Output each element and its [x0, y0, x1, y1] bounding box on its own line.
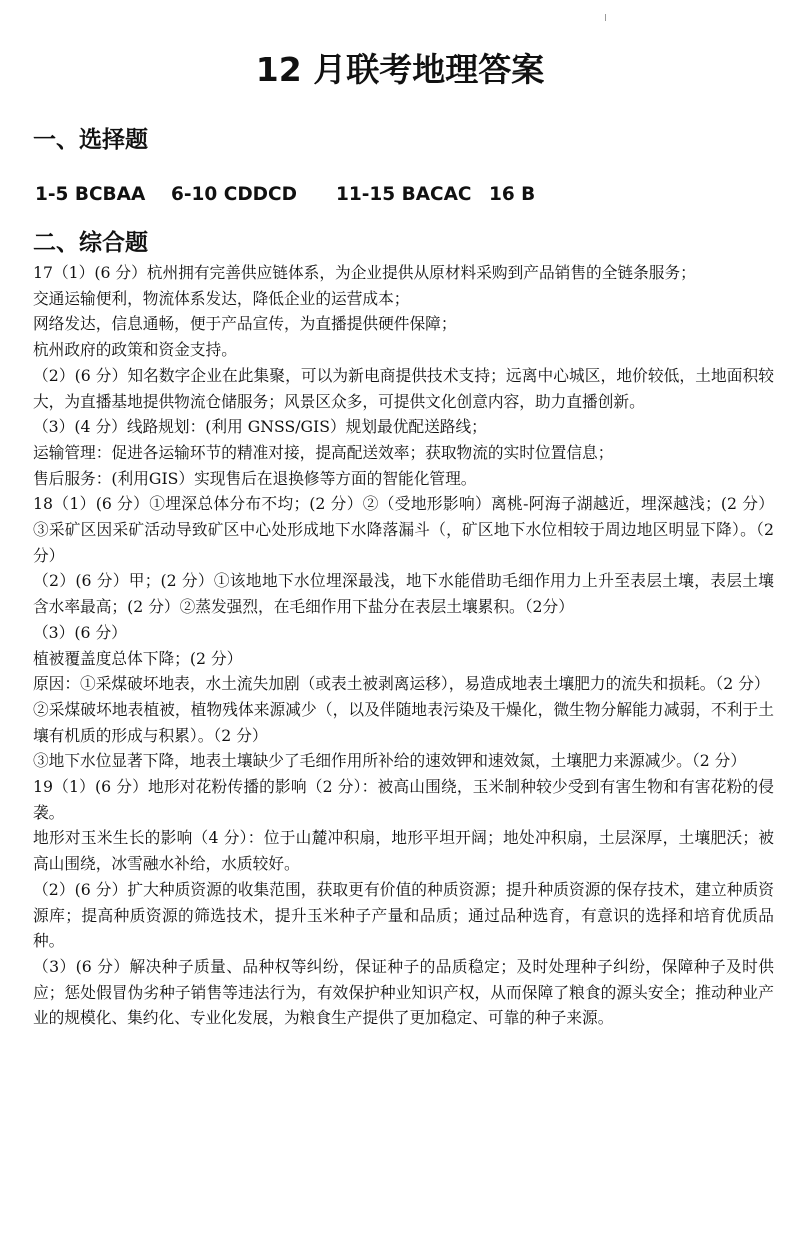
section-heading-comprehensive: 二、综合题	[33, 230, 148, 256]
scan-mark	[605, 14, 606, 21]
answer-paragraph: 17（1）(6 分）杭州拥有完善供应链体系，为企业提供从原材料采购到产品销售的全链条服务；	[33, 263, 696, 282]
answer-paragraph: ②采煤破坏地表植被，植物残体来源减少（，以及伴随地表污染及干燥化，微生物分解能力减弱，不利于土壤有机质的形成与积累）。（2 分）	[33, 699, 774, 745]
answer-paragraph: 杭州政府的政策和资金支持。	[33, 340, 237, 360]
answer-group: 1-5 BCBAA	[35, 184, 146, 205]
answer-paragraph: （3）(4 分）线路规划：(利用 GNSS/GIS）规划最优配送路线；	[33, 417, 487, 437]
answer-body	[33, 260, 774, 1031]
answer-paragraph: （3）(6 分）解决种子质量、品种权等纠纷，保证种子的品质稳定；及时处理种子纠纷，保障种子及时供应；惩处假冒伪劣种子销售等违法行为，有效保护种业知识产权，从而保障了粮食的源头安全；推动种业产业的规模化、集约化、专业化发展，为粮食生产提供了更加稳定、可靠的种子来源。	[33, 956, 774, 1028]
answer-paragraph: 18（1）(6 分）①埋深总体分布不均；(2 分）②（受地形影响）离桃-阿海子湖越近，埋深越浅；(2 分）③采矿区因采矿活动导致矿区中心处形成地下水降落漏斗（，矿区地下水位相较于周边地区明显下降）。（2 分）	[33, 494, 774, 565]
answer-paragraph: （2）(6 分）扩大种质资源的收集范围，获取更有价值的种质资源；提升种质资源的保存技术，建立种质资源库；提高种质资源的筛选技术，提升玉米种子产量和品质；通过品种选育，有意识的选择和培育优质品种。	[33, 879, 774, 951]
answer-paragraph: 19（1）(6 分）地形对花粉传播的影响（2 分）：被高山围绕，玉米制种较少受到有害生物和有害花粉的侵袭。	[33, 777, 774, 822]
answer-paragraph: 植被覆盖度总体下降；(2 分）	[33, 648, 243, 668]
answer-group: 16 B	[489, 184, 536, 205]
answer-paragraph: （3）(6 分）	[33, 622, 127, 642]
document-title: 12 月联考地理答案	[255, 50, 545, 89]
answer-group: 6-10 CDDCD	[171, 184, 297, 205]
answer-paragraph: 地形对玉米生长的影响（4 分）：位于山麓冲积扇，地形平坦开阔；地处冲积扇，土层深厚，土壤肥沃；被高山围绕，冰雪融水补给，水质较好。	[33, 828, 774, 874]
answer-paragraph: （2）(6 分）知名数字企业在此集聚，可以为新电商提供技术支持；远离中心城区，地价较低，土地面积较大，为直播基地提供物流仓储服务；风景区众多，可提供文化创意内容，助力直播创新。	[33, 365, 774, 411]
answer-key-row	[35, 181, 549, 209]
section-heading-choice: 一、选择题	[33, 127, 148, 153]
answer-paragraph: 交通运输便利，物流体系发达，降低企业的运营成本；	[33, 288, 410, 308]
answer-group: 11-15 BACAC	[336, 184, 472, 205]
answer-paragraph: 售后服务：(利用GIS）实现售后在退换修等方面的智能化管理。	[33, 468, 477, 488]
answer-paragraph: （2）(6 分）甲；(2 分）①该地地下水位埋深最浅，地下水能借助毛细作用力上升至表层土壤，表层土壤含水率最高；(2 分）②蒸发强烈，在毛细作用下盐分在表层土壤累积。（2分）	[33, 571, 774, 617]
answer-paragraph: 运输管理：促进各运输环节的精准对接，提高配送效率；获取物流的实时位置信息；	[33, 442, 614, 462]
answer-paragraph: ③地下水位显著下降，地表土壤缺少了毛细作用所补给的速效钾和速效氮，土壤肥力来源减少。（2 分）	[33, 751, 747, 771]
answer-paragraph: 网络发达，信息通畅，便于产品宣传，为直播提供硬件保障；	[33, 314, 457, 334]
answer-paragraph: 原因：①采煤破坏地表，水土流失加剧（或表土被剥离运移），易造成地表土壤肥力的流失和损耗。（2 分）	[33, 674, 770, 694]
